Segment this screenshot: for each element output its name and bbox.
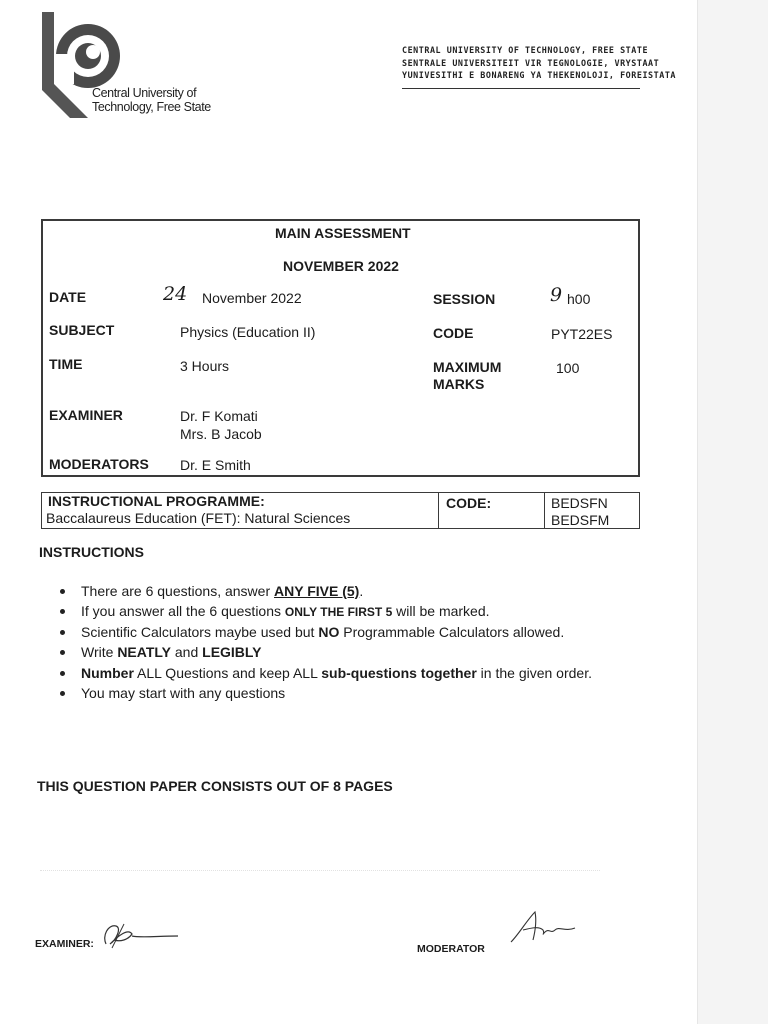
date-day-handwritten: 24: [163, 283, 188, 305]
instruction-emphasis: NO: [318, 623, 340, 640]
examiner-signature-label: EXAMINER:: [35, 938, 94, 950]
time-value: 3 Hours: [180, 358, 230, 374]
instruction-text: will be marked.: [392, 603, 490, 620]
instruction-item: [60, 624, 592, 644]
moderator-signature-label: MODERATOR: [417, 943, 485, 955]
instruction-emphasis: LEGIBLY: [202, 644, 262, 661]
university-name-afrikaans: SENTRALE UNIVERSITEIT VIR TEGNOLOGIE, VRYSTAAT: [402, 57, 660, 68]
instruction-emphasis: sub-questions together: [321, 664, 477, 681]
faint-scan-line: [40, 870, 600, 872]
page-edge: [697, 0, 768, 1024]
instruction-item: [60, 665, 592, 685]
programme-value: Baccalaureus Education (FET): Natural Sciences: [46, 510, 351, 526]
instruction-item: [60, 685, 592, 705]
instruction-emphasis: NEATLY: [117, 644, 171, 661]
code-divider: [544, 493, 545, 528]
moderators-label: MODERATORS: [49, 456, 149, 472]
session-hour-handwritten: 9: [550, 284, 563, 306]
moderator-name: Dr. E Smith: [180, 457, 251, 473]
assessment-details-box: [41, 219, 640, 477]
instruction-text: Programmable Calculators allowed.: [339, 623, 565, 640]
page-count-note: THIS QUESTION PAPER CONSISTS OUT OF 8 PAGES: [37, 778, 393, 794]
programme-label: INSTRUCTIONAL PROGRAMME:: [48, 493, 265, 509]
instructions-heading: INSTRUCTIONS: [39, 544, 144, 560]
instruction-text: .: [359, 583, 364, 599]
instruction-item: [60, 603, 592, 623]
logo-wordmark: [92, 86, 211, 114]
moderator-signature-icon: [505, 908, 577, 948]
assessment-period: NOVEMBER 2022: [283, 258, 399, 274]
instruction-text: Scientific Calculators maybe used but: [81, 623, 319, 640]
logo-line-2: Technology, Free State: [92, 100, 211, 114]
session-value: h00: [567, 291, 591, 307]
subject-label: SUBJECT: [49, 322, 115, 338]
logo-line-1: Central University of: [92, 86, 197, 100]
instruction-text: There are 6 questions, answer: [81, 583, 274, 599]
programme-divider: [438, 493, 439, 528]
instruction-text: Write: [81, 644, 118, 661]
examiner-label: EXAMINER: [49, 407, 123, 423]
date-value: November 2022: [202, 290, 302, 306]
programme-code-1: BEDSFN: [551, 495, 608, 511]
examiner-signature-icon: [98, 918, 180, 952]
session-label: SESSION: [433, 291, 496, 307]
programme-table: [41, 492, 640, 529]
programme-code-label: CODE:: [446, 495, 492, 511]
maximum-marks-value: 100: [556, 360, 580, 376]
instruction-emphasis: Number: [81, 664, 134, 681]
instruction-emphasis: ONLY THE FIRST 5: [284, 605, 393, 620]
instruction-emphasis: ANY FIVE (5): [274, 583, 360, 599]
date-label: DATE: [49, 289, 87, 305]
instruction-text: in the given order.: [476, 664, 592, 681]
instructions-list: [60, 583, 592, 705]
header-rule: [402, 88, 640, 89]
assessment-title: MAIN ASSESSMENT: [275, 225, 411, 241]
time-label: TIME: [49, 356, 83, 372]
code-value: PYT22ES: [551, 326, 613, 342]
university-names: [402, 44, 676, 82]
instruction-text: ALL Questions and keep ALL: [133, 664, 322, 681]
instruction-item: [60, 644, 592, 664]
code-label: CODE: [433, 325, 474, 341]
university-name-english: CENTRAL UNIVERSITY OF TECHNOLOGY, FREE STATE: [402, 45, 649, 55]
instruction-text: You may start with any questions: [81, 684, 286, 701]
programme-code-2: BEDSFM: [551, 512, 610, 528]
examiner-name-1: Dr. F Komati: [180, 408, 258, 424]
maximum-marks-label-1: MAXIMUM: [433, 359, 502, 375]
instruction-item: [60, 583, 592, 603]
instruction-text: If you answer all the 6 questions: [81, 603, 285, 620]
examiner-name-2: Mrs. B Jacob: [180, 426, 262, 442]
subject-value: Physics (Education II): [180, 324, 316, 340]
maximum-marks-label-2: MARKS: [433, 376, 485, 392]
university-name-sesotho: YUNIVESITHI E BONARENG YA THEKENOLOJI, FOREISTATA: [402, 70, 677, 81]
instruction-text: and: [171, 644, 203, 661]
